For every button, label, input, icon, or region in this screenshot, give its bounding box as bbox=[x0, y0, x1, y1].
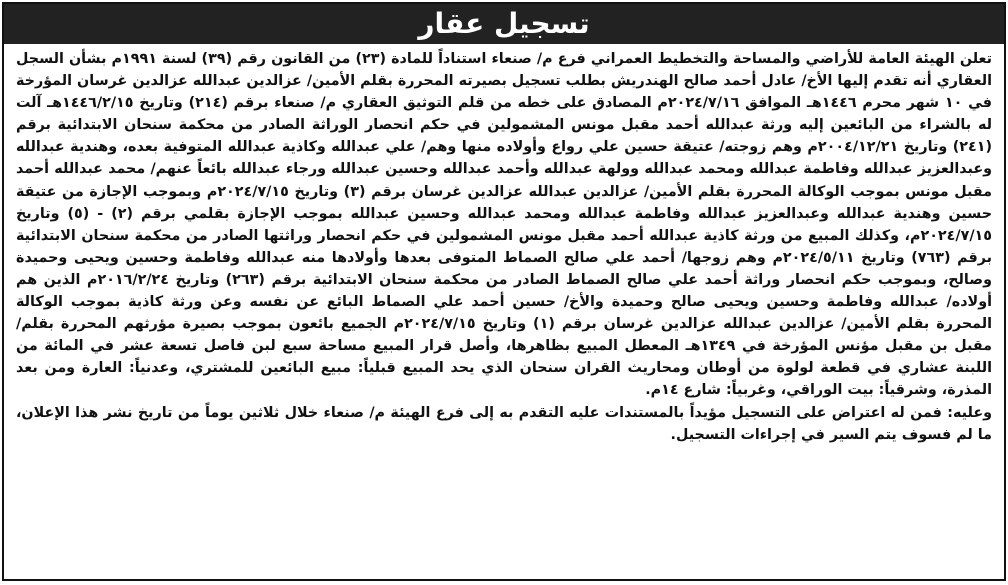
notice-paragraph-main: تعلن الهيئة العامة للأراضي والمساحة والتخطيط العمراني فرع م/ صنعاء استناداً للمادة (٢٣) من القانون رقم (٣٩) لسنة ١٩٩١م بشأن السجل العقاري أنه تقدم إليها الأخ/ عادل أحمد صالح الهندريش بطلب تسجيل بصيرته المحررة بقلم الأمين/ عزالدين عبدالله عزالدين غرسان المؤرخة في ١٠ شهر محرم ١٤٤٦هـ الموافق ٢٠٢٤/٧/١٦م المصادق على خطه من قلم التوثيق العقاري م/ صنعاء برقم (٢١٤) وتاريخ ١٤٤٦/٢/١٥هـ آلت له بالشراء من البائعين إليه ورثة عبدالله أحمد مقبل مونس المشمولين في حكم انحصار الوراثة الصادر من محكمة سنحان الابتدائية برقم (٢٤١) وتاريخ ٢٠٠٤/١٢/٢١م وهم زوجته/ عتيقة حسين علي رواع وأولاده منها وهم/ علي عبدالله وكاذية عبدالله المتوفية بعده، وهندية عبدالله وعبدالعزيز عبدالله وفاطمة عبدالله ومحمد عبدالله وولهة عبدالله وأحمد عبدالله وحسين عبدالله ورجاء عبدالله بائعاً عنهم/ محمد عبدالله أحمد مقبل مونس بموجب الوكالة المحررة بقلم الأمين/ عزالدين عبدالله عزالدين غرسان برقم (٣) وتاريخ ٢٠٢٤/٧/١٥م وبموجب الإجازة من عتيقة حسين وهندية عبدالله وعبدالعزيز عبدالله وفاطمة عبدالله ومحمد عبدالله وحسين عبدالله بموجب الإجازة بقلمي برقم (٢) - (٥) وتاريخ ٢٠٢٤/٧/١٥م، وكذلك المبيع من ورثة كاذية عبدالله أحمد مقبل مونس المشمولين في حكم انحصار وراثتها الصادر من محكمة سنحان الابتدائية برقم (٧٦٣) وتاريخ ٢٠٢٤/٥/١١م وهم زوجها/ أحمد علي صالح الصماط المتوفى بعدها وأولادها منه عبدالله وفاطمة وحسين ويحيى وحميدة وصالح، وبموجب حكم انحصار وراثة أحمد علي صالح الصماط الصادر من محكمة سنحان الابتدائية برقم (٢٦٣) وتاريخ ٢٠١٦/٢/٢٤م الذين هم أولاده/ عبدالله وفاطمة وحسين ويحيى صالح وحميدة والأخ/ حسين أحمد علي الصماط البائع عن نفسه وعن ورثة كاذية بموجب الوكالة المحررة بقلم الأمين/ عزالدين عبدالله عزالدين غرسان برقم (١) وتاريخ ٢٠٢٤/٧/١٥م الجميع بائعون بموجب بصيرة مؤرثهم المحررة بقلم/ مقبل بن مقبل مؤنس المؤرخة في ١٣٤٩هـ المعطل المبيع بظاهرها، وأصل قرار المبيع مساحة سبع لبن فاصل تسعة عشر في المائة من اللبنة عشاري في قطعة لولوة من أوطان ومحاريث القران سنحان الذي يحد المبيع قبلياً: مبيع البائعين للمشتري، وعدنياً: العارة ومن بعد المذرة، وشرقياً: بيت الوراقي، وغربياً: شارع ١٤م. bbox=[16, 51, 993, 399]
notice-title: تسجيل عقار bbox=[418, 7, 590, 40]
title-bar bbox=[4, 4, 1004, 44]
notice-body bbox=[16, 48, 992, 571]
notice-paragraph-objection: وعليه: فمن له اعتراض على التسجيل مؤيداً بالمستندات عليه التقدم به إلى فرع الهيئة م/ صنعاء خلال ثلاثين يوماً من تاريخ نشر هذا الإعلان، ما لم فسوف يتم السير في إجراءات التسجيل. bbox=[16, 404, 992, 443]
property-registration-notice bbox=[2, 2, 1006, 581]
